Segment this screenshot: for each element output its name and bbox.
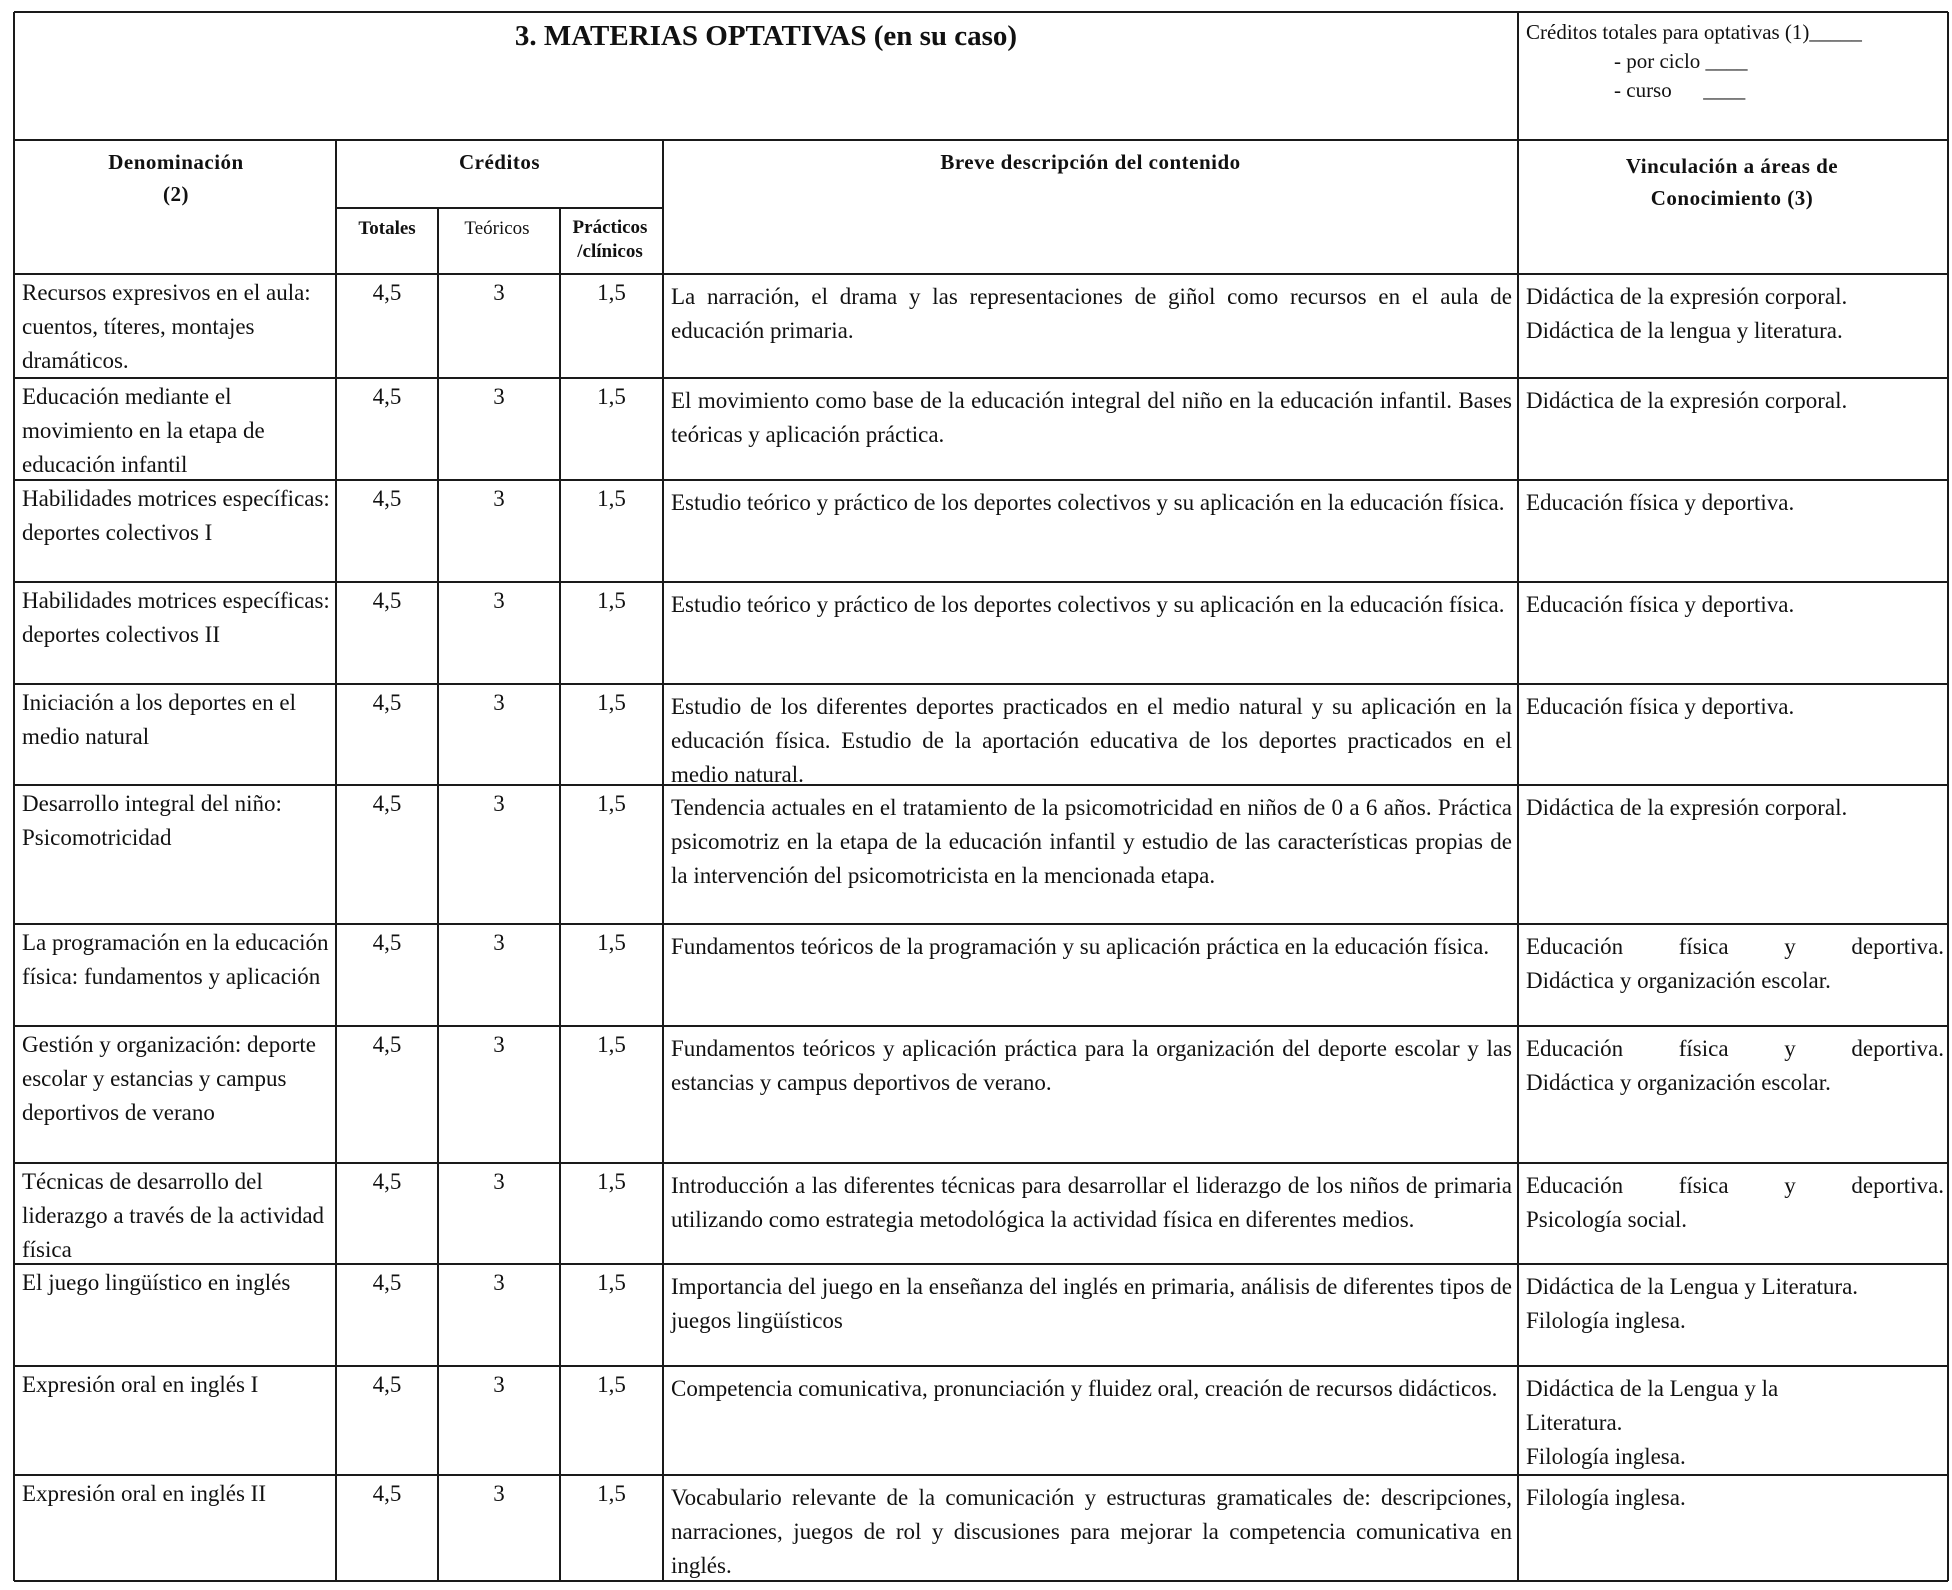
description: Tendencia actuales en el tratamiento de la psicomotricidad en niños de 0 a 6 años. Práctica psicomotriz en la etapa de la educación infantil y estudio de las características propias de la intervención del psicomotricista en la mencionada etapa.: [671, 795, 1512, 888]
credits-practicos: 1,5: [597, 1169, 626, 1194]
subject-name: Expresión oral en inglés I: [22, 1372, 259, 1397]
credits-teoricos: 3: [493, 588, 505, 613]
header-denominacion-note: (2): [163, 182, 189, 206]
knowledge-area: Didáctica de la expresión corporal.: [1526, 795, 1848, 820]
knowledge-areas: [1526, 930, 1944, 998]
credits-practicos: 1,5: [597, 930, 626, 955]
credits-practicos: 1,5: [597, 280, 626, 305]
credits-info: [1526, 18, 1946, 105]
credits-totales: 4,5: [372, 384, 402, 409]
knowledge-area: Didáctica de la Lengua y la: [1526, 1376, 1779, 1401]
credits-teoricos: 3: [493, 1481, 505, 1506]
description: Importancia del juego en la enseñanza del inglés en primaria, análisis de diferentes tipos de juegos lingüísticos: [671, 1274, 1512, 1333]
knowledge-area: Educación física y deportiva.: [1526, 1036, 1944, 1061]
credits-teoricos: 3: [493, 791, 505, 816]
description: Estudio de los diferentes deportes practicados en el medio natural y su aplicación en la educación física. Estudio de la aportación educativa de los deportes practicados en el medio natural.: [671, 694, 1512, 787]
knowledge-area: Educación física y deportiva.: [1526, 1173, 1944, 1198]
credits-totales: 4,5: [372, 1372, 402, 1397]
knowledge-area: Filología inglesa.: [1526, 1485, 1686, 1510]
knowledge-areas: [1526, 1270, 1944, 1338]
header-totales: Totales: [358, 218, 416, 239]
credits-teoricos: 3: [493, 384, 505, 409]
knowledge-areas: [1526, 1032, 1944, 1100]
credits-totales: 4,5: [372, 791, 402, 816]
credits-total-line: Créditos totales para optativas (1)_____: [1526, 20, 1862, 44]
credits-totales: 4,5: [372, 1032, 402, 1057]
description: Vocabulario relevante de la comunicación y estructuras gramaticales de: descripciones, narraciones, juegos de rol y discusiones para mejorar la competencia comunicativa en inglés.: [671, 1485, 1512, 1578]
credits-practicos: 1,5: [597, 1481, 626, 1506]
credits-teoricos: 3: [493, 1032, 505, 1057]
credits-practicos: 1,5: [597, 690, 626, 715]
credits-teoricos: 3: [493, 280, 505, 305]
knowledge-areas: [1526, 384, 1944, 418]
knowledge-areas: [1526, 1481, 1944, 1515]
subject-name: Habilidades motrices específicas: deportes colectivos I: [22, 486, 330, 545]
credits-practicos: 1,5: [597, 791, 626, 816]
description: Competencia comunicativa, pronunciación y fluidez oral, creación de recursos didácticos.: [671, 1376, 1498, 1401]
knowledge-areas: [1526, 1372, 1944, 1474]
knowledge-area: Educación física y deportiva.: [1526, 490, 1795, 515]
credits-practicos: 1,5: [597, 1032, 626, 1057]
header-denominacion: [16, 146, 336, 210]
credits-totales: 4,5: [372, 280, 402, 305]
credits-cycle-line: - por ciclo ____: [1614, 49, 1748, 73]
description: Introducción a las diferentes técnicas para desarrollar el liderazgo de los niños de primaria utilizando como estrategia metodológica la actividad física en diferentes medios.: [671, 1173, 1512, 1232]
knowledge-area: Educación física y deportiva.: [1526, 694, 1795, 719]
knowledge-area: Didáctica de la Lengua y Literatura.: [1526, 1274, 1859, 1299]
knowledge-areas: [1526, 280, 1944, 348]
credits-practicos: 1,5: [597, 1270, 626, 1295]
credits-totales: 4,5: [372, 690, 402, 715]
credits-teoricos: 3: [493, 930, 505, 955]
knowledge-area: Didáctica de la expresión corporal.: [1526, 388, 1848, 413]
subject-name: La programación en la educación física: fundamentos y aplicación: [22, 930, 329, 989]
credits-totales: 4,5: [372, 930, 402, 955]
page-title: 3. MATERIAS OPTATIVAS (en su caso): [514, 20, 1018, 52]
knowledge-area: Psicología social.: [1526, 1207, 1687, 1232]
credits-teoricos: 3: [493, 1169, 505, 1194]
credits-teoricos: 3: [493, 1270, 505, 1295]
knowledge-area: Didáctica de la expresión corporal.: [1526, 284, 1848, 309]
knowledge-area: Filología inglesa.: [1526, 1308, 1686, 1333]
credits-teoricos: 3: [493, 690, 505, 715]
subject-name: Desarrollo integral del niño: Psicomotricidad: [22, 791, 282, 850]
credits-course-line: - curso ____: [1614, 78, 1746, 102]
header-descripcion: Breve descripción del contenido: [940, 150, 1241, 174]
credits-practicos: 1,5: [597, 384, 626, 409]
subject-name: Habilidades motrices específicas: deportes colectivos II: [22, 588, 330, 647]
subject-name: Gestión y organización: deporte escolar y estancias y campus deportivos de verano: [22, 1032, 317, 1125]
credits-totales: 4,5: [372, 1481, 402, 1506]
document-sheet: [12, 10, 1950, 1584]
knowledge-area: Educación física y deportiva.: [1526, 934, 1944, 959]
knowledge-area: Filología inglesa.: [1526, 1444, 1686, 1469]
credits-totales: 4,5: [372, 588, 402, 613]
knowledge-areas: [1526, 791, 1944, 825]
knowledge-areas: [1526, 588, 1944, 622]
description: Estudio teórico y práctico de los deportes colectivos y su aplicación en la educación física.: [671, 592, 1505, 617]
knowledge-area: Didáctica y organización escolar.: [1526, 968, 1831, 993]
knowledge-areas: [1526, 690, 1944, 724]
header-vinculacion: Vinculación a áreas de Conocimiento (3): [1625, 154, 1839, 210]
knowledge-area: Educación física y deportiva.: [1526, 592, 1795, 617]
description: Fundamentos teóricos y aplicación práctica para la organización del deporte escolar y las estancias y campus deportivos de verano.: [671, 1036, 1512, 1095]
subject-name: Iniciación a los deportes en el medio natural: [22, 690, 296, 749]
header-creditos: Créditos: [459, 150, 540, 174]
credits-practicos: 1,5: [597, 1372, 626, 1397]
credits-totales: 4,5: [372, 1270, 402, 1295]
description: Estudio teórico y práctico de los deportes colectivos y su aplicación en la educación física.: [671, 490, 1505, 515]
credits-teoricos: 3: [493, 486, 505, 511]
header-teoricos: Teóricos: [464, 218, 530, 239]
description: La narración, el drama y las representaciones de giñol como recursos en el aula de educación primaria.: [671, 284, 1512, 343]
credits-teoricos: 3: [493, 1372, 505, 1397]
subject-name: El juego lingüístico en inglés: [22, 1270, 291, 1295]
knowledge-areas: [1526, 1169, 1944, 1237]
description: El movimiento como base de la educación integral del niño en la educación infantil. Bases teóricas y aplicación práctica.: [671, 388, 1512, 447]
description: Fundamentos teóricos de la programación y su aplicación práctica en la educación física.: [671, 934, 1490, 959]
header-practicos: Prácticos /clínicos: [572, 217, 648, 262]
knowledge-area: Literatura.: [1526, 1410, 1623, 1435]
credits-practicos: 1,5: [597, 486, 626, 511]
subject-name: Expresión oral en inglés II: [22, 1481, 266, 1506]
header-denominacion-label: Denominación: [108, 150, 244, 174]
subject-name: Recursos expresivos en el aula: cuentos, títeres, montajes dramáticos.: [22, 280, 311, 373]
knowledge-area: Didáctica y organización escolar.: [1526, 1070, 1831, 1095]
knowledge-area: Didáctica de la lengua y literatura.: [1526, 318, 1843, 343]
knowledge-areas: [1526, 486, 1944, 520]
credits-totales: 4,5: [372, 486, 402, 511]
subject-name: Técnicas de desarrollo del liderazgo a través de la actividad física: [22, 1169, 325, 1262]
subject-name: Educación mediante el movimiento en la etapa de educación infantil: [22, 384, 265, 477]
credits-practicos: 1,5: [597, 588, 626, 613]
credits-totales: 4,5: [372, 1169, 402, 1194]
